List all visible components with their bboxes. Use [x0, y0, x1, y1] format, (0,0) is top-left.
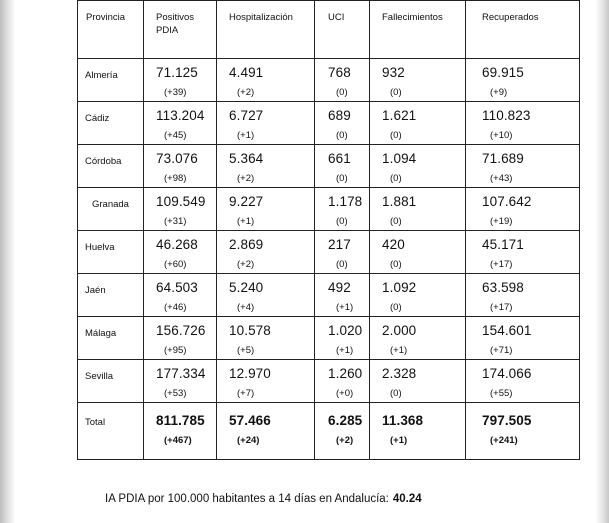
uci-cell: [315, 274, 370, 317]
cell-value: 45.171: [482, 237, 524, 252]
cell-value: 11.368: [382, 413, 424, 428]
fallecimientos-cell: [370, 403, 466, 460]
fallecimientos-cell: [370, 59, 466, 102]
cell-delta: (+10): [490, 130, 513, 141]
cell-delta: (0): [336, 216, 348, 227]
cell-value: 217: [328, 237, 351, 252]
uci-cell: [315, 188, 370, 231]
cell-value: 174.066: [482, 366, 532, 381]
recuperados-cell: [466, 188, 580, 231]
province-cell: Málaga: [78, 317, 144, 360]
cell-value: 2.000: [382, 323, 417, 338]
cell-delta: (+2): [237, 259, 255, 270]
cell-delta: (0): [390, 216, 402, 227]
cell-value: 73.076: [156, 151, 198, 166]
cell-delta: (+2): [237, 173, 255, 184]
cell-delta: (+39): [164, 87, 187, 98]
cell-delta: (+1): [390, 345, 408, 356]
cell-value: 63.598: [482, 280, 524, 295]
cell-value: 2.869: [229, 237, 264, 252]
uci-cell: [315, 317, 370, 360]
cell-delta: (+1): [390, 435, 408, 446]
cell-delta: (+2): [237, 87, 255, 98]
cell-delta: (+55): [490, 388, 513, 399]
cell-delta: (+45): [164, 130, 187, 141]
fallecimientos-cell: [370, 274, 466, 317]
cell-value: 9.227: [229, 194, 264, 209]
cell-delta: (+19): [490, 216, 513, 227]
positivos-cell: [144, 403, 217, 460]
cell-delta: (+2): [336, 435, 354, 446]
cell-delta: (+71): [490, 345, 513, 356]
positivos-cell: [144, 188, 217, 231]
cell-delta: (+467): [164, 435, 192, 446]
cell-delta: (0): [336, 173, 348, 184]
cell-delta: (+17): [490, 302, 513, 313]
header-fallecimientos: [370, 1, 466, 59]
covid-data-table: [77, 0, 580, 460]
cell-delta: (+1): [237, 130, 255, 141]
cell-value: 1.020: [328, 323, 363, 338]
cell-value: 177.334: [156, 366, 206, 381]
fallecimientos-cell: [370, 317, 466, 360]
uci-cell: [315, 360, 370, 403]
hospitalizacion-cell: [217, 59, 315, 102]
recuperados-cell: [466, 274, 580, 317]
cell-value: 1.260: [328, 366, 363, 381]
cell-delta: (0): [390, 388, 402, 399]
header-uci: [315, 1, 370, 59]
cell-delta: (0): [390, 87, 402, 98]
cell-delta: (+4): [237, 302, 255, 313]
header-label: Provincia: [86, 12, 126, 23]
header-label: UCI: [328, 12, 345, 23]
table-row: [78, 231, 580, 274]
page-edge-shadow-right: [595, 0, 609, 523]
table-row: [78, 188, 580, 231]
cell-value: 1.621: [382, 108, 417, 123]
province-cell: Huelva: [78, 231, 144, 274]
cell-value: 1.881: [382, 194, 417, 209]
positivos-cell: [144, 274, 217, 317]
uci-cell: [315, 102, 370, 145]
cell-delta: (0): [390, 130, 402, 141]
province-cell: Sevilla: [78, 360, 144, 403]
hospitalizacion-cell: [217, 188, 315, 231]
cell-value: 156.726: [156, 323, 206, 338]
footnote-ia-pdia: [105, 493, 422, 505]
cell-delta: (+0): [336, 388, 354, 399]
province-cell: Córdoba: [78, 145, 144, 188]
recuperados-cell: [466, 360, 580, 403]
cell-value: 64.503: [156, 280, 198, 295]
cell-delta: (+60): [164, 259, 187, 270]
cell-value: 10.578: [229, 323, 271, 338]
fallecimientos-cell: [370, 231, 466, 274]
fallecimientos-cell: [370, 360, 466, 403]
cell-value: 12.970: [229, 366, 271, 381]
cell-delta: (+98): [164, 173, 187, 184]
cell-delta: (0): [390, 302, 402, 313]
cell-value: 109.549: [156, 194, 206, 209]
cell-delta: (0): [390, 173, 402, 184]
fallecimientos-cell: [370, 188, 466, 231]
recuperados-cell: [466, 403, 580, 460]
cell-value: 5.364: [229, 151, 264, 166]
hospitalizacion-cell: [217, 360, 315, 403]
hospitalizacion-cell: [217, 231, 315, 274]
positivos-cell: [144, 145, 217, 188]
cell-value: 113.204: [156, 108, 205, 123]
cell-delta: (+9): [490, 87, 508, 98]
cell-delta: (+1): [237, 216, 255, 227]
fallecimientos-cell: [370, 102, 466, 145]
cell-value: 46.268: [156, 237, 198, 252]
cell-value: 4.491: [229, 65, 264, 80]
province-cell: Almería: [78, 59, 144, 102]
recuperados-cell: [466, 145, 580, 188]
province-cell: Jaén: [78, 274, 144, 317]
cell-delta: (+7): [237, 388, 255, 399]
recuperados-cell: [466, 317, 580, 360]
cell-value: 1.092: [382, 280, 417, 295]
cell-delta: (+1): [336, 302, 354, 313]
recuperados-cell: [466, 59, 580, 102]
table-row: [78, 274, 580, 317]
cell-value: 492: [328, 280, 351, 295]
positivos-cell: [144, 59, 217, 102]
cell-value: 154.601: [482, 323, 532, 338]
cell-value: 1.178: [328, 194, 363, 209]
recuperados-cell: [466, 102, 580, 145]
province-cell: Total: [78, 403, 144, 460]
cell-delta: (+31): [164, 216, 187, 227]
cell-value: 6.727: [229, 108, 264, 123]
province-cell: Granada: [78, 188, 144, 231]
cell-delta: (+17): [490, 259, 513, 270]
header-label: Positivos: [156, 12, 195, 23]
cell-delta: (0): [390, 259, 402, 270]
uci-cell: [315, 59, 370, 102]
fallecimientos-cell: [370, 145, 466, 188]
header-positivos: [144, 1, 217, 59]
uci-cell: [315, 231, 370, 274]
hospitalizacion-cell: [217, 145, 315, 188]
cell-value: 932: [382, 65, 405, 80]
table-row: [78, 360, 580, 403]
cell-value: 2.328: [382, 366, 417, 381]
cell-delta: (0): [336, 130, 348, 141]
positivos-cell: [144, 231, 217, 274]
table-row: [78, 102, 580, 145]
positivos-cell: [144, 102, 217, 145]
positivos-cell: [144, 317, 217, 360]
cell-value: 6.285: [328, 413, 363, 428]
hospitalizacion-cell: [217, 102, 315, 145]
cell-value: 797.505: [482, 413, 532, 428]
hospitalizacion-cell: [217, 403, 315, 460]
province-cell: Cádiz: [78, 102, 144, 145]
cell-value: 768: [328, 65, 351, 80]
cell-delta: (0): [336, 259, 348, 270]
uci-cell: [315, 145, 370, 188]
header-hospitalizacion: [217, 1, 315, 59]
cell-value: 689: [328, 108, 351, 123]
cell-value: 661: [328, 151, 351, 166]
header-label: Hospitalización: [229, 12, 293, 23]
cell-delta: (+95): [164, 345, 187, 356]
header-row: [78, 1, 580, 59]
recuperados-cell: [466, 231, 580, 274]
cell-value: 1.094: [382, 151, 417, 166]
footnote-label: IA PDIA por 100.000 habitantes a 14 días en Andalucía:: [105, 493, 389, 505]
cell-delta: (+1): [336, 345, 354, 356]
uci-cell: [315, 403, 370, 460]
cell-delta: (+43): [490, 173, 513, 184]
table-row: [78, 59, 580, 102]
positivos-cell: [144, 360, 217, 403]
header-label: PDIA: [156, 25, 179, 36]
table-row: [78, 317, 580, 360]
cell-value: 420: [382, 237, 405, 252]
cell-delta: (0): [336, 87, 348, 98]
cell-value: 110.823: [482, 108, 531, 123]
cell-value: 71.689: [482, 151, 524, 166]
page-edge-shadow-left: [0, 0, 16, 523]
cell-delta: (+46): [164, 302, 187, 313]
header-label: Recuperados: [482, 12, 539, 23]
cell-value: 71.125: [156, 65, 198, 80]
hospitalizacion-cell: [217, 274, 315, 317]
cell-delta: (+5): [237, 345, 255, 356]
header-provincia: [78, 1, 144, 59]
cell-value: 5.240: [229, 280, 264, 295]
header-recuperados: [466, 1, 580, 59]
table-row: [78, 145, 580, 188]
cell-value: 69.915: [482, 65, 524, 80]
cell-delta: (+241): [490, 435, 518, 446]
cell-value: 107.642: [482, 194, 532, 209]
cell-value: 57.466: [229, 413, 271, 428]
table-row: [78, 403, 580, 460]
cell-value: 811.785: [156, 413, 205, 428]
hospitalizacion-cell: [217, 317, 315, 360]
footnote-value: 40.24: [392, 493, 422, 505]
header-label: Fallecimientos: [382, 12, 443, 23]
cell-delta: (+53): [164, 388, 187, 399]
cell-delta: (+24): [237, 435, 260, 446]
